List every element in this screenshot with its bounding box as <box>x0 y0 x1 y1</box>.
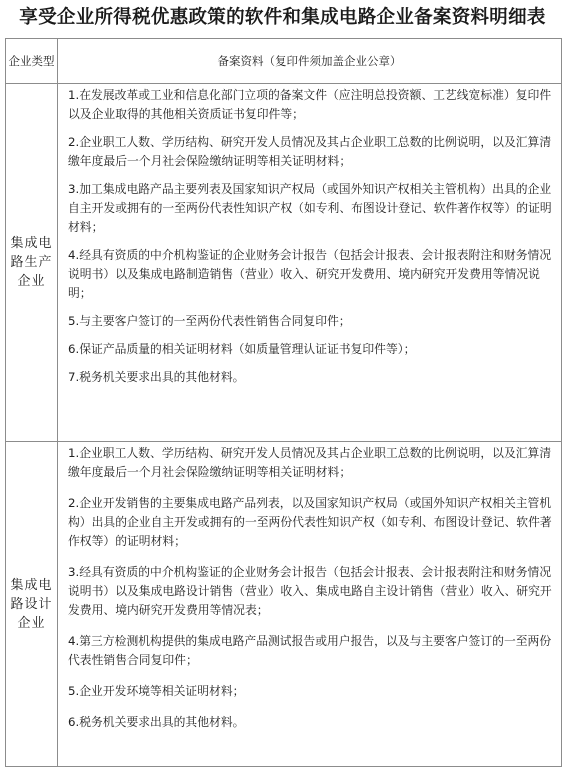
list-item: 3.经具有资质的中介机构鉴证的企业财务会计报告（包括会计报表、会计报表附注和财务情况说明书）以及集成电路设计销售（营业）收入、集成电路自主设计销售（营业）收入、研究开发费用、境内研究开发费用等情况表； <box>68 565 552 617</box>
list-item: 6.保证产品质量的相关证明材料（如质量管理认证证书复印件等）； <box>68 342 416 356</box>
table-row <box>6 442 562 767</box>
list-item: 4.经具有资质的中介机构鉴证的企业财务会计报告（包括会计报表、会计报表附注和财务情况说明书）以及集成电路制造销售（营业）收入、研究开发费用、境内研究开发费用等情况说明； <box>68 248 552 300</box>
list-item: 5.企业开发环境等相关证明材料； <box>68 684 245 698</box>
list-item: 7.税务机关要求出具的其他材料。 <box>68 370 245 384</box>
enterprise-type-production: 集成电路生产企业 <box>6 84 58 442</box>
list-item: 2.企业开发销售的主要集成电路产品列表，以及国家知识产权局（或国外知识产权相关主管机构）出具的企业自主开发或拥有的一至两份代表性知识产权（如专利、布图设计登记、软件著作权等）的证明材料； <box>68 496 552 548</box>
list-item: 1.在发展改革或工业和信息化部门立项的备案文件（应注明总投资额、工艺线宽标准）复印件以及企业取得的其他相关资质证书复印件等； <box>68 88 552 121</box>
header-filing-materials: 备案资料（复印件须加盖企业公章） <box>58 39 562 84</box>
page-title: 享受企业所得税优惠政策的软件和集成电路企业备案资料明细表 <box>19 7 546 28</box>
materials-list-design <box>58 442 562 767</box>
enterprise-type-design: 集成电路设计企业 <box>6 442 58 767</box>
table-header-row <box>6 39 562 84</box>
header-enterprise-type: 企业类型 <box>6 39 58 84</box>
list-item: 2.企业职工人数、学历结构、研究开发人员情况及其占企业职工总数的比例说明，以及汇算清缴年度最后一个月社会保险缴纳证明等相关证明材料； <box>68 135 552 168</box>
list-item: 5.与主要客户签订的一至两份代表性销售合同复印件； <box>68 314 351 328</box>
list-item: 1.企业职工人数、学历结构、研究开发人员情况及其占企业职工总数的比例说明，以及汇算清缴年度最后一个月社会保险缴纳证明等相关证明材料； <box>68 446 552 479</box>
list-item: 3.加工集成电路产品主要列表及国家知识产权局（或国外知识产权相关主管机构）出具的企业自主开发或拥有的一至两份代表性知识产权（如专利、布图设计登记、软件著作权等）的证明材料； <box>68 182 552 234</box>
list-item: 4.第三方检测机构提供的集成电路产品测试报告或用户报告，以及与主要客户签订的一至两份代表性销售合同复印件； <box>68 634 552 667</box>
table-row <box>6 84 562 442</box>
filing-materials-table <box>5 38 562 767</box>
list-item: 6.税务机关要求出具的其他材料。 <box>68 715 245 729</box>
materials-list-production <box>58 84 562 442</box>
